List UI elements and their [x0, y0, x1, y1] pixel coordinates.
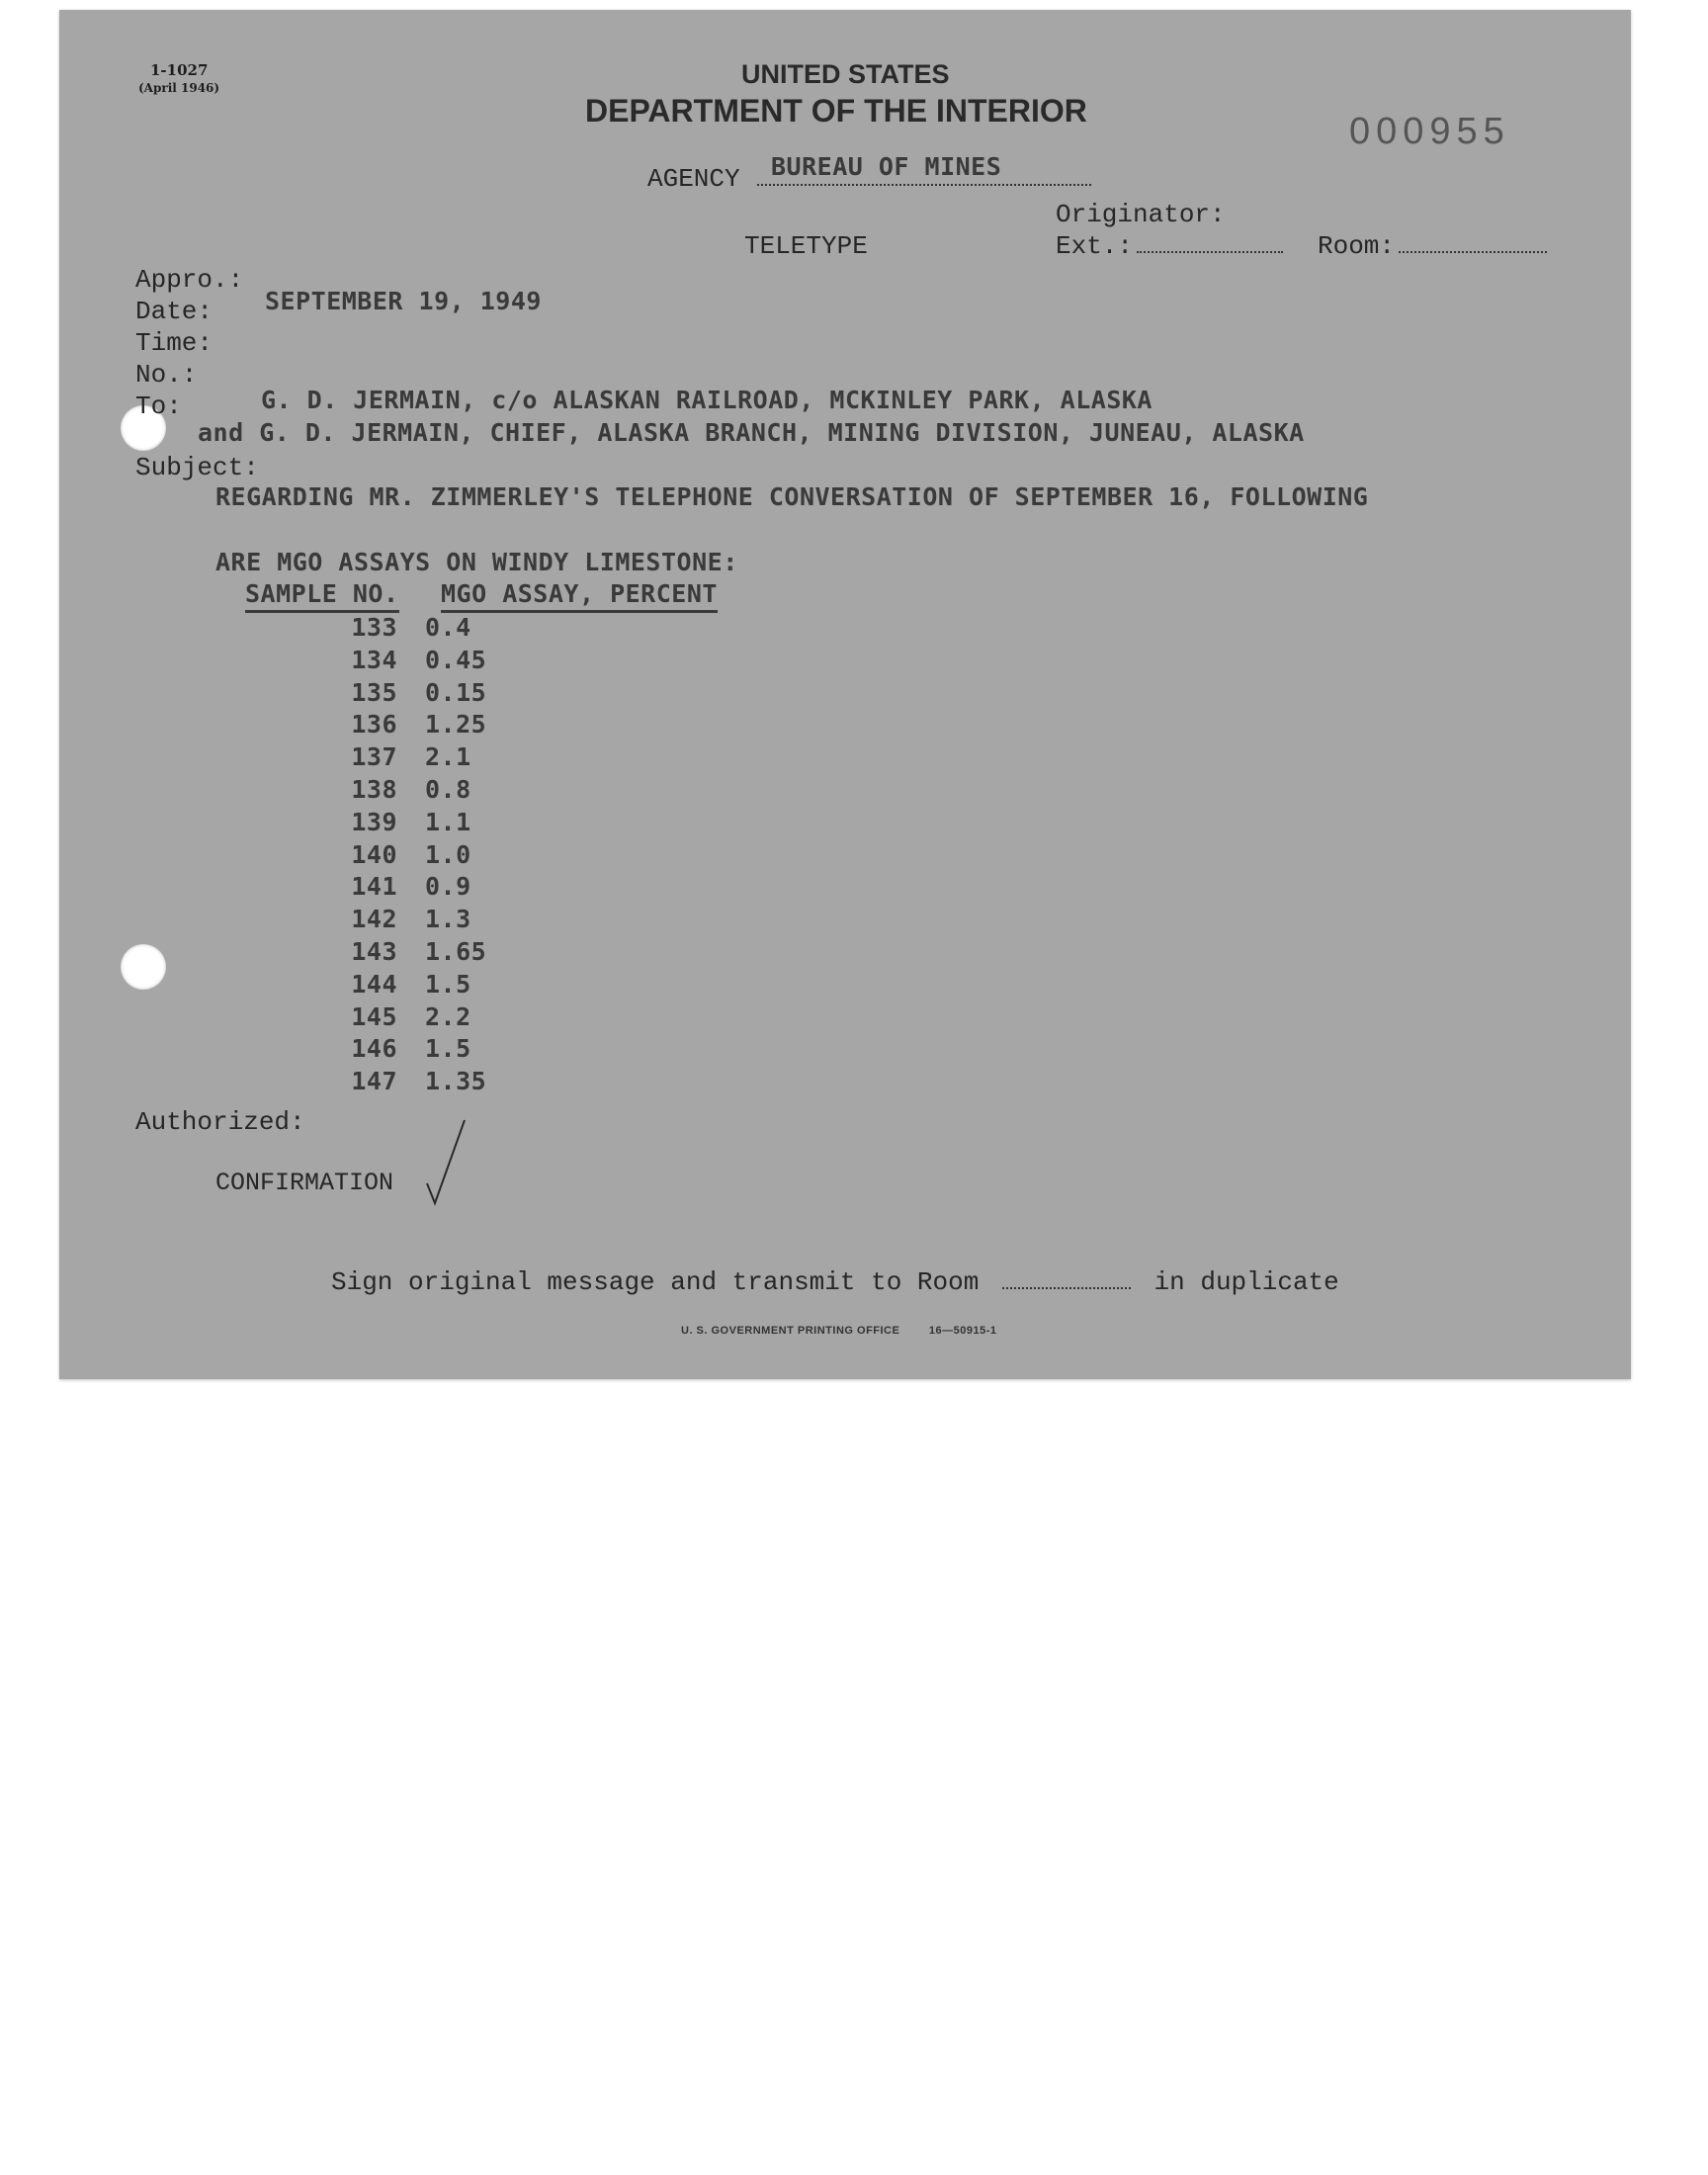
table-row [279, 970, 635, 1002]
to-line-1: G. D. JERMAIN, c/o ALASKAN RAILROAD, MCKINLEY PARK, ALASKA [261, 386, 1153, 414]
assay-value: 1.3 [425, 905, 471, 934]
agency-line [757, 184, 1091, 186]
col-assay-header: MGO ASSAY, PERCENT [441, 579, 718, 613]
assay-value: 2.1 [425, 742, 471, 772]
col-sample-header: SAMPLE NO. [245, 579, 399, 613]
sample-number: 145 [351, 1001, 397, 1031]
ext-line [1137, 251, 1283, 253]
ext-label: Ext.: [1056, 231, 1134, 261]
footer-room-line [1002, 1287, 1131, 1289]
punch-hole-bottom [121, 944, 166, 990]
sample-number: 134 [351, 645, 397, 674]
sample-number: 142 [351, 905, 397, 934]
table-row [279, 646, 635, 678]
table-row [279, 872, 635, 905]
sample-number: 139 [351, 807, 397, 836]
message-type: TELETYPE [744, 231, 868, 261]
form-revision: (April 1946) [138, 81, 220, 95]
sample-number: 138 [351, 775, 397, 804]
confirmation-label: CONFIRMATION [215, 1169, 394, 1197]
teletype-form [59, 10, 1631, 1379]
assay-value: 0.9 [425, 872, 471, 902]
assay-value: 1.65 [425, 937, 487, 966]
body-line-1: REGARDING MR. ZIMMERLEY'S TELEPHONE CONVERSATION OF SEPTEMBER 16, FOLLOWING [215, 482, 1369, 511]
sample-number: 141 [351, 872, 397, 902]
table-row [279, 1067, 635, 1099]
sample-number: 135 [351, 677, 397, 707]
authorized-label: Authorized: [135, 1107, 305, 1137]
printer-imprint [681, 1325, 997, 1337]
table-row [279, 808, 635, 840]
time-label: Time: [135, 328, 214, 358]
header-department: DEPARTMENT OF THE INTERIOR [585, 93, 1087, 129]
sample-number: 140 [351, 839, 397, 869]
to-line-2: and G. D. JERMAIN, CHIEF, ALASKA BRANCH, MINING DIVISION, JUNEAU, ALASKA [198, 418, 1305, 447]
subject-label: Subject: [135, 453, 259, 482]
sample-number: 136 [351, 710, 397, 740]
date-value: SEPTEMBER 19, 1949 [265, 287, 542, 315]
assay-value: 0.15 [425, 677, 487, 707]
room-line [1399, 251, 1547, 253]
room-label: Room: [1318, 231, 1396, 261]
sample-number: 137 [351, 742, 397, 772]
footer-instruction [331, 1267, 1339, 1297]
sample-number: 147 [351, 1067, 397, 1096]
assay-value: 0.45 [425, 645, 487, 674]
table-row [279, 613, 635, 646]
table-row [279, 840, 635, 873]
table-row [279, 678, 635, 711]
assay-value: 0.8 [425, 775, 471, 804]
table-row [279, 1002, 635, 1035]
sample-number: 144 [351, 969, 397, 999]
sample-number: 143 [351, 937, 397, 966]
document-stamp-number: 000955 [1349, 111, 1510, 152]
to-label: To: [135, 392, 182, 421]
originator-label: Originator: [1056, 200, 1226, 229]
assay-value: 2.2 [425, 1001, 471, 1031]
date-label: Date: [135, 297, 214, 326]
assay-value: 0.4 [425, 613, 471, 642]
printer-code: 16—50915-1 [928, 1325, 997, 1337]
table-row [279, 905, 635, 937]
table-row [279, 742, 635, 775]
assay-table-body [279, 613, 635, 1107]
body-line-2: ARE MGO ASSAYS ON WINDY LIMESTONE: [215, 548, 738, 576]
agency-value: BUREAU OF MINES [771, 152, 1002, 181]
appro-label: Appro.: [135, 265, 244, 295]
printer-name: U. S. GOVERNMENT PRINTING OFFICE [681, 1325, 900, 1337]
footer-instruction-part1: Sign original message and transmit to Room [331, 1267, 980, 1297]
table-row [279, 710, 635, 742]
assay-value: 1.5 [425, 1034, 471, 1064]
sample-number: 133 [351, 613, 397, 642]
sample-number: 146 [351, 1034, 397, 1064]
table-header [245, 579, 399, 613]
assay-value: 1.1 [425, 807, 471, 836]
header-united-states: UNITED STATES [741, 59, 950, 89]
table-header-2 [441, 579, 718, 613]
table-row [279, 775, 635, 808]
no-label: No.: [135, 360, 198, 390]
assay-value: 1.5 [425, 969, 471, 999]
table-row [279, 937, 635, 970]
checkmark-icon [425, 1112, 484, 1211]
form-number: 1-1027 [150, 61, 209, 79]
assay-value: 1.35 [425, 1067, 487, 1096]
assay-value: 1.0 [425, 839, 471, 869]
agency-label: AGENCY [647, 164, 740, 194]
table-row [279, 1034, 635, 1067]
assay-value: 1.25 [425, 710, 487, 740]
footer-instruction-part2: in duplicate [1153, 1267, 1339, 1297]
